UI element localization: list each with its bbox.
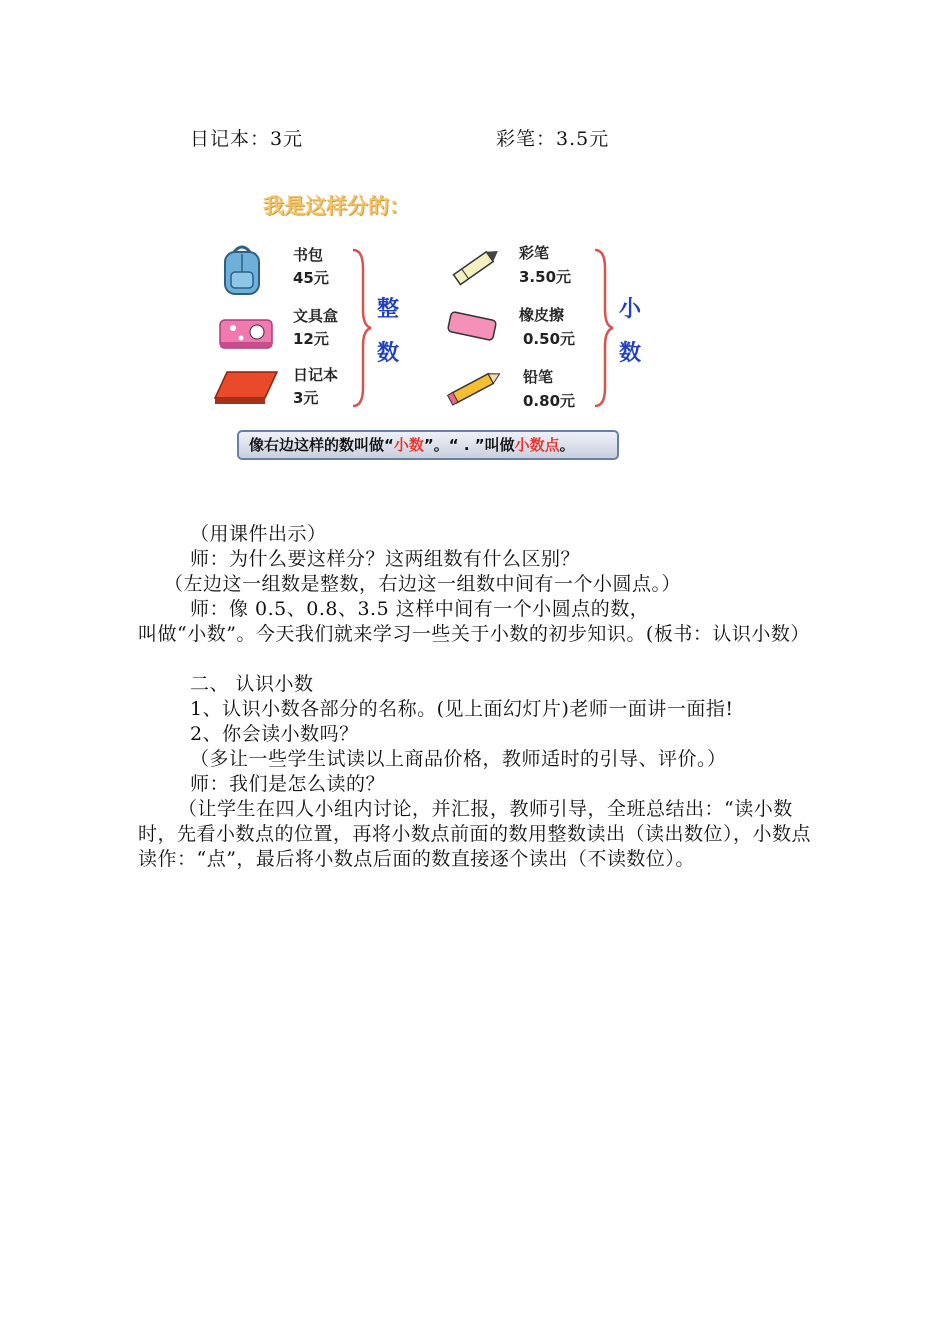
header-left-text: 日记本：3元 [190, 128, 304, 150]
slide-title: 我是这样分的： [263, 194, 410, 218]
paragraph: 师：像 0.5、0.8、3.5 这样中间有一个小圆点的数， [190, 598, 650, 620]
paragraph: （用课件出示） [190, 523, 327, 545]
item-price: 0.80元 [523, 392, 576, 410]
item-name: 日记本 [293, 366, 339, 384]
right-brace-icon [593, 248, 615, 408]
item-name: 彩笔 [519, 244, 550, 262]
left-brace-icon [351, 248, 373, 408]
eraser-icon [445, 308, 499, 344]
item-price: 0.50元 [523, 330, 576, 348]
item-price: 12元 [293, 330, 329, 348]
lesson-slide [205, 178, 642, 468]
caption-text: 像右边这样的数叫做“ [249, 436, 394, 454]
paragraph: 2、你会读小数吗？ [190, 723, 359, 745]
notebook-icon [213, 368, 279, 408]
decimal-label-char: 小 [619, 297, 642, 322]
caption-highlight: 小数点 [514, 436, 560, 454]
paragraph: 师：我们是怎么读的？ [190, 773, 386, 795]
item-name: 橡皮擦 [519, 306, 565, 324]
paragraph: 叫做“小数”。今天我们就来学习一些关于小数的初步知识。(板书：认识小数） [138, 623, 810, 645]
paragraph: （多让一些学生试读以上商品价格，教师适时的引导、评价。） [190, 748, 727, 770]
paragraph: （让学生在四人小组内讨论，并汇报，教师引导，全班总结出：“读小数时，先看小数点的位置，再将小数点前面的数用整数读出（读出数位），小数点读作：“点”，最后将小数点后面的数直接逐个读出（不读数位）。 [138, 798, 812, 870]
integer-label-char: 数 [377, 341, 400, 366]
item-price: 3.50元 [519, 268, 572, 286]
item-price: 45元 [293, 269, 329, 287]
crayon-icon [445, 244, 505, 290]
backpack-icon [217, 244, 267, 296]
item-name: 铅笔 [523, 368, 554, 386]
caption-text: 。 [559, 436, 575, 454]
decimal-label-char: 数 [619, 341, 642, 366]
slide-caption [237, 430, 619, 460]
pencil-case-icon [217, 314, 275, 354]
paragraph: （左边这一组数是整数，右边这一组数中间有一个小圆点。） [164, 573, 682, 595]
item-price: 3元 [293, 389, 319, 407]
item-name: 文具盒 [293, 307, 339, 325]
header-right-text: 彩笔：3.5元 [496, 128, 610, 150]
paragraph: 1、认识小数各部分的名称。(见上面幻灯片)老师一面讲一面指! [190, 698, 734, 720]
caption-text: ”。“ . ”叫做 [423, 436, 515, 454]
integer-label-char: 整 [377, 297, 400, 322]
pencil-icon [445, 366, 507, 408]
section-heading: 二、 认识小数 [190, 673, 314, 695]
caption-highlight: 小数 [393, 436, 424, 454]
paragraph: 师：为什么要这样分？这两组数有什么区别？ [190, 548, 581, 570]
item-name: 书包 [293, 246, 324, 264]
